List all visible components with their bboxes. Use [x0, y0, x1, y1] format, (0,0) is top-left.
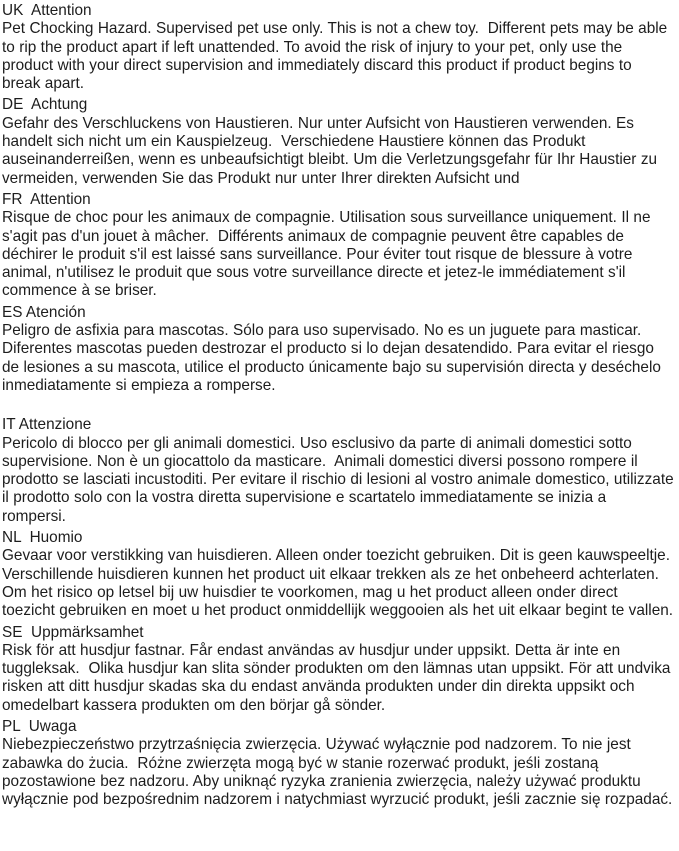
- section-body: Niebezpieczeństwo przytrzaśnięcia zwierzęcia. Używać wyłącznie pod nadzorem. To nie jest zabawka do żucia. Różne zwierzęta mogą być w stanie rozerwać produkt, jeśli zostaną pozostawione bez nadzoru. Aby uniknąć ryzyka zranienia zwierzęcia, należy używać produktu wyłącznie pod bezpośrednim nadzorem i natychmiast wyrzucić produkt, jeśli zacznie się rozpadać.: [2, 736, 673, 809]
- section-heading: FR Attention: [2, 190, 91, 208]
- section-body: Pericolo di blocco per gli animali domestici. Uso esclusivo da parte di animali domestici sotto supervisione. Non è un giocattolo da masticare. Animali domestici diversi possono rompere il prodotto se lasciati incustoditi. Per evitare il rischio di lesioni al vostro animale domestico, utilizzate il prodotto solo con la vostra diretta supervisione e scartatelo immediatamente se inizia a rompersi.: [2, 434, 679, 525]
- warning-section-uk: [2, 2, 674, 93]
- section-body: Gevaar voor verstikking van huisdieren. Alleen onder toezicht gebruiken. Dit is geen kauwspeeltje. Verschillende huisdieren kunnen het product uit elkaar trekken als ze het onbeheerd achterlaten. Om het risico op letsel bij uw huisdier te voorkomen, mag u het product alleen onder direct toezicht gebruiken en moet u het product onmiddellijk weggooien als het uit elkaar begint te vallen.: [2, 547, 679, 620]
- section-body: Pet Chocking Hazard. Supervised pet use only. This is not a chew toy. Different pets may be able to rip the product apart if left unattended. To avoid the risk of injury to your pet, only use the product with your direct supervision and immediately discard this product if product begins to break apart.: [2, 20, 672, 93]
- section-body: Gefahr des Verschluckens von Haustieren. Nur unter Aufsicht von Haustieren verwenden. Es handelt sich nicht um ein Kauspielzeug. Verschiedene Haustiere können das Produkt auseinanderreißen, wenn es unbeaufsichtigt bleibt. Um die Verletzungsgefahr für Ihr Haustier zu vermeiden, verwenden Sie das Produkt nur unter Ihrer direkten Aufsicht und: [2, 114, 662, 187]
- warning-section-fr: [2, 191, 674, 301]
- section-heading: DE Achtung: [2, 96, 88, 114]
- section-body: Risk för att husdjur fastnar. Får endast användas av husdjur under uppsikt. Detta är inte en tuggleksak. Olika husdjur kan slita sönder produkten om den lämnas utan uppsikt. För att undvika risken att ditt husdjur skadas ska du endast använda produkten under din direkta uppsikt och omedelbart kassera produkten om den börjar gå sönder.: [2, 641, 675, 714]
- section-heading: ES Atención: [2, 303, 86, 321]
- section-heading: NL Huomio: [2, 529, 83, 547]
- section-heading: SE Uppmärksamhet: [2, 623, 144, 641]
- section-body: Peligro de asfixia para mascotas. Sólo para uso supervisado. No es un juguete para masticar. Diferentes mascotas pueden destrozar el producto si lo dejan desatendido. Para evitar el riesgo de lesiones a su mascota, utilice el producto únicamente bajo su supervisión directa y deséchelo inmediatamente si empieza a romperse.: [2, 322, 666, 394]
- section-heading: PL Uwaga: [2, 717, 77, 735]
- warning-section-se: [2, 624, 674, 715]
- section-heading: IT Attenzione: [2, 416, 92, 434]
- section-heading: UK Attention: [2, 2, 92, 19]
- warning-section-nl: [2, 529, 679, 620]
- section-body: Risque de choc pour les animaux de compagnie. Utilisation sous surveillance uniquement. Il ne s'agit pas d'un jouet à mâcher. Différents animaux de compagnie peuvent être capables de déchirer le produit s'il est laissé sans surveillance. Pour éviter tout risque de blessure à votre animal, n'utilisez le produit que sous votre surveillance directe et jetez-le immédiatement s'il commence à se briser.: [2, 209, 655, 300]
- warning-section-pl: [2, 718, 674, 809]
- warning-section-es: [2, 304, 674, 395]
- warning-section-de: [2, 96, 674, 187]
- warning-section-it: [2, 416, 679, 526]
